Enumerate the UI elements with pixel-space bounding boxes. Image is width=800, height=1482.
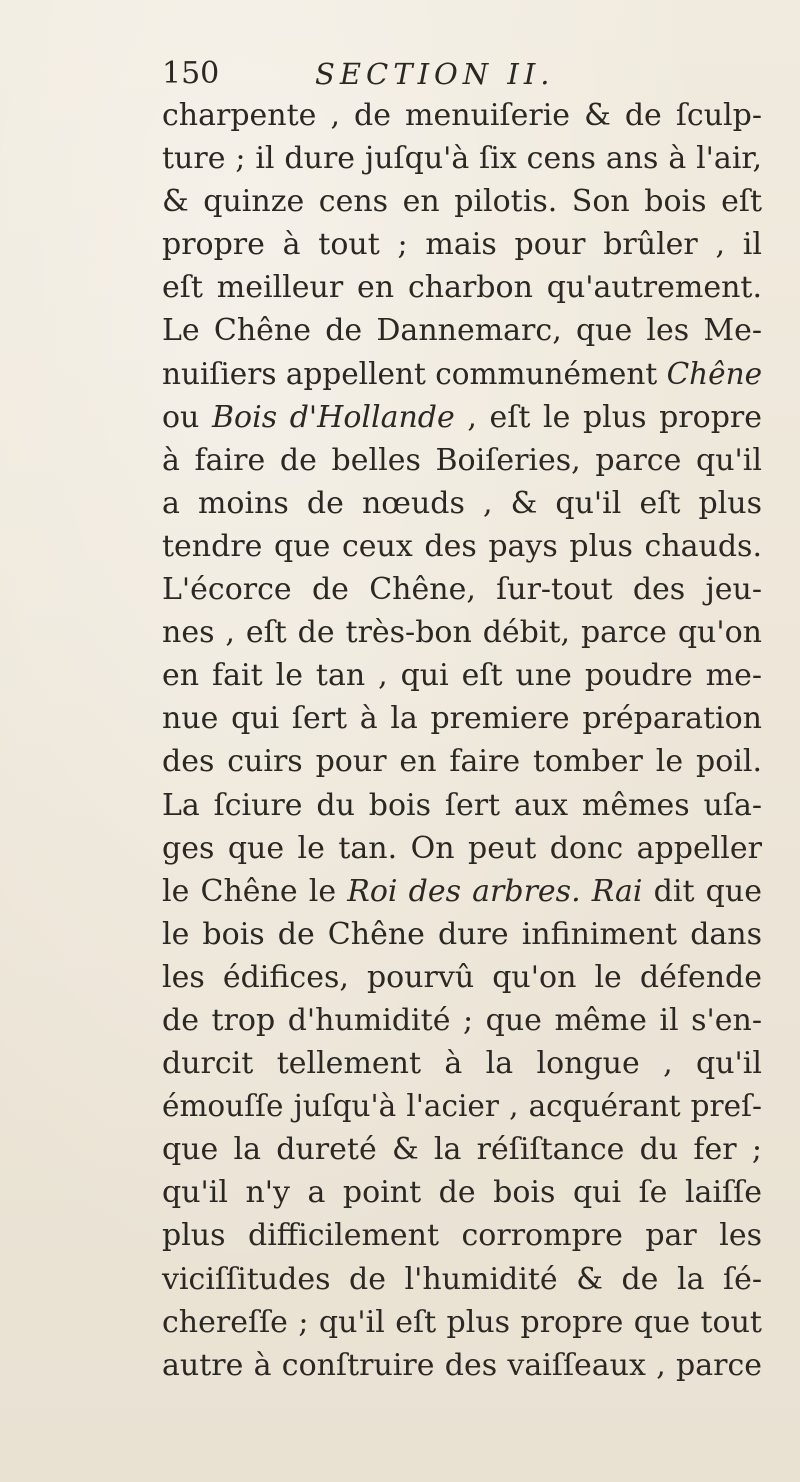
page-number: 150	[162, 56, 220, 91]
text-line	[162, 396, 762, 439]
italic-text: Roi des arbres.	[347, 873, 581, 909]
text-segment: eſt meilleur en charbon qu'autrement.	[162, 270, 762, 306]
text-segment: des cuirs pour en faire tomber le poil.	[162, 744, 762, 780]
text-line	[162, 1301, 762, 1344]
text-segment: autre à conſtruire des vaiſſeaux , parce	[162, 1347, 762, 1383]
text-line	[162, 956, 762, 999]
text-line	[162, 1214, 762, 1257]
text-line	[162, 654, 762, 697]
text-line	[162, 913, 762, 956]
text-line	[162, 784, 762, 827]
text-segment: en fait le tan , qui eſt une poudre me-	[162, 658, 762, 694]
text-line	[162, 1042, 762, 1085]
text-segment: a moins de nœuds , & qu'il eſt plus	[162, 485, 762, 521]
text-segment: L'écorce de Chêne, ſur-tout des jeu-	[162, 572, 762, 608]
text-segment: tendre que ceux des pays plus chauds.	[162, 528, 762, 564]
text-segment: à faire de belles Boiſeries, parce qu'il	[162, 442, 762, 478]
text-segment: nue qui ſert à la premiere préparation	[162, 701, 762, 737]
text-line	[162, 1344, 762, 1387]
text-segment: Le Chêne de Dannemarc, que les Me-	[162, 313, 762, 349]
text-segment: que la dureté & la réſiſtance du fer ;	[162, 1132, 762, 1168]
text-segment: propre à tout ; mais pour brûler , il	[162, 227, 762, 263]
text-line	[162, 439, 762, 482]
text-line	[162, 94, 762, 137]
text-segment: ou	[162, 399, 212, 435]
text-segment: de trop d'humidité ; que même il s'en-	[162, 1002, 762, 1038]
text-segment: ture ; il dure juſqu'à ſix cens ans à l'air,	[162, 141, 762, 177]
text-line	[162, 353, 762, 396]
text-line	[162, 827, 762, 870]
text-segment	[581, 874, 592, 909]
text-segment: nuiſiers appellent communément	[162, 356, 667, 391]
text-line	[162, 525, 762, 568]
text-line	[162, 180, 762, 223]
body-text	[162, 94, 762, 1387]
text-segment: qu'il n'y a point de bois qui ſe laiſſe	[162, 1175, 762, 1211]
italic-text: Rai	[591, 873, 643, 909]
text-segment: ges que le tan. On peut donc appeller	[162, 830, 762, 866]
text-segment: le Chêne le	[162, 873, 348, 909]
text-segment: dit que	[642, 873, 762, 909]
text-line	[162, 223, 762, 266]
text-line	[162, 1128, 762, 1171]
text-line	[162, 482, 762, 525]
text-line	[162, 611, 762, 654]
text-line	[162, 870, 762, 913]
text-segment: les édifices, pourvû qu'on le défende	[162, 959, 762, 995]
text-segment: , eſt le plus propre	[454, 399, 763, 435]
section-title: SECTION II.	[315, 57, 555, 91]
text-line	[162, 740, 762, 783]
text-segment: nes , eſt de très-bon débit, parce qu'on	[162, 615, 762, 651]
text-segment: le bois de Chêne dure infiniment dans	[162, 916, 762, 952]
text-line	[162, 1171, 762, 1214]
text-segment: émouſſe juſqu'à l'acier , acquérant preſ-	[162, 1089, 762, 1124]
text-segment: plus difficilement corrompre par les	[162, 1218, 762, 1254]
italic-text: Chêne	[666, 356, 763, 391]
text-line	[162, 137, 762, 180]
text-line	[162, 697, 762, 740]
text-line	[162, 1085, 762, 1128]
text-segment: viciſſitudes de l'humidité & de la ſé-	[162, 1261, 762, 1297]
running-header	[150, 50, 750, 98]
italic-text: Bois d'Hollande	[212, 399, 455, 435]
text-line	[162, 266, 762, 309]
text-line	[162, 309, 762, 352]
text-segment: chereſſe ; qu'il eſt plus propre que tout	[162, 1304, 762, 1340]
text-segment: & quinze cens en pilotis. Son bois eſt	[162, 184, 762, 220]
text-line	[162, 999, 762, 1042]
text-line	[162, 1258, 762, 1301]
text-segment: La ſciure du bois ſert aux mêmes uſa-	[162, 787, 762, 823]
text-segment: durcit tellement à la longue , qu'il	[162, 1046, 762, 1082]
text-segment: charpente , de menuiſerie & de ſculp-	[162, 98, 762, 133]
text-line	[162, 568, 762, 611]
